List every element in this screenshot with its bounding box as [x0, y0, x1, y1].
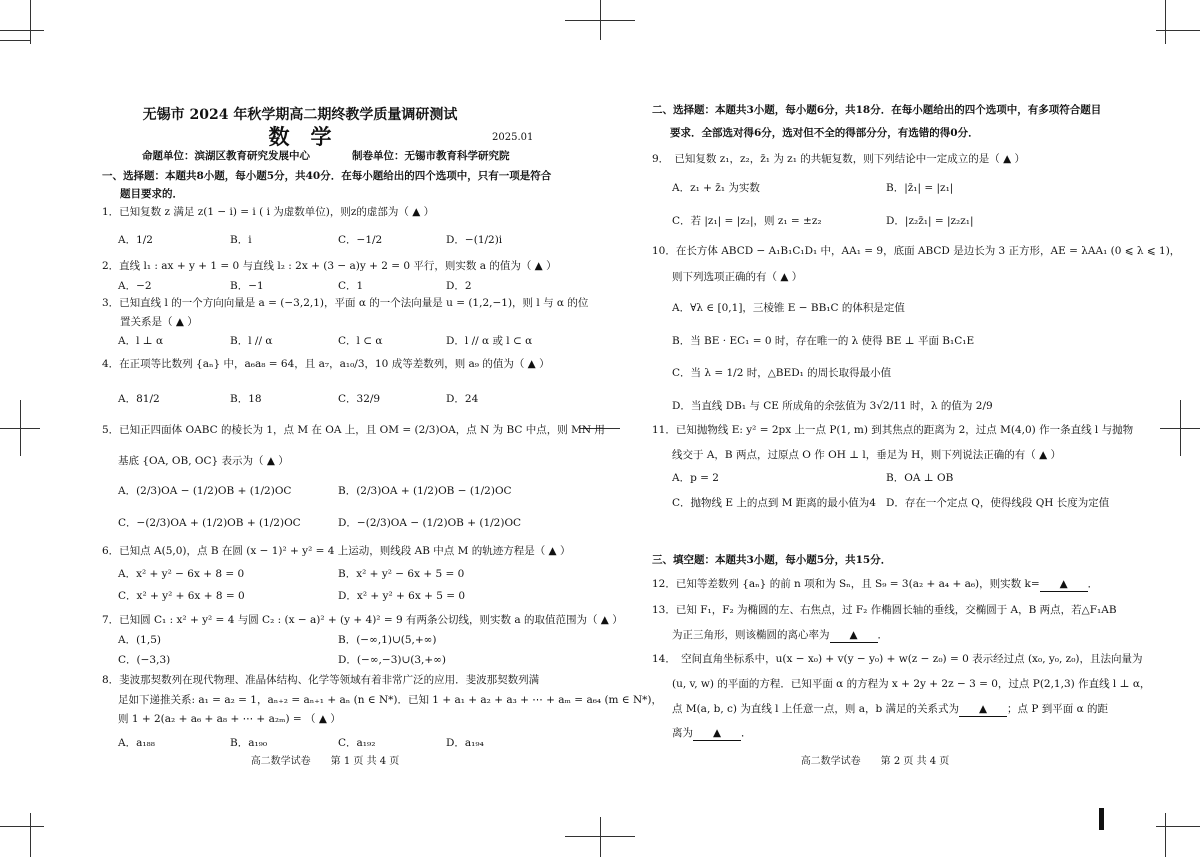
q7-option-d: D．(−∞,−3)∪(3,+∞) [338, 654, 447, 666]
q12-end: ． [1087, 578, 1099, 590]
q1-option-c: C．−1/2 [338, 234, 383, 246]
question-3: 3．已知直线 l 的一个方向向量是 a = (−3,2,1)，平面 α 的一个法向量是 u = (1,2,−1)，则 l 与 α 的位 [102, 297, 589, 309]
q5-option-c: C．−(2/3)OA + (1/2)OB + (1/2)OC [118, 517, 301, 529]
question-1: 1．已知复数 z 满足 z(1 − i) = i ( i 为虚数单位)，则z的虚部为（ ▲ ） [102, 206, 435, 218]
question-8-cont: 足如下递推关系: a₁ = a₂ = 1，aₙ₊₂ = aₙ₊₁ + aₙ (n ∈ N*)．已知 1 + a₁ + a₂ + a₃ + ⋯ + aₘ = a₆₄ (m ∈ N*)， [118, 694, 662, 706]
question-3-cont: 置关系是（ ▲ ） [120, 316, 198, 328]
q4-option-c: C．32/9 [338, 393, 381, 405]
q14-text: 点 M(a, b, c) 为直线 l 上任意一点，则 a，b 满足的关系式为 [672, 703, 960, 715]
q8-option-d: D．a₁₉₄ [446, 737, 484, 749]
question-10: 10．在长方体 ABCD − A₁B₁C₁D₁ 中，AA₁ = 9，底面 ABCD 是边长为 3 正方形，AE = λAA₁ (0 ⩽ λ ⩽ 1)， [652, 245, 1181, 257]
answer-blank: ▲ [959, 703, 1007, 717]
q10-option-a: A．∀λ ∈ [0,1]，三棱锥 E − BB₁C 的体积是定值 [672, 302, 905, 314]
q3-option-c: C．l ⊂ α [338, 335, 383, 347]
q2-option-b: B．−1 [230, 280, 264, 292]
answer-blank: ▲ [830, 629, 878, 643]
q10-option-d: D．当直线 DB₁ 与 CE 所成角的余弦值为 3√2/11 时，λ 的值为 2/9 [672, 400, 993, 412]
question-14-cont: (u, v, w) 的平面的方程．已知平面 α 的方程为 x + 2y + 2z − 3 = 0，过点 P(2,1,3) 作直线 l ⊥ α， [672, 678, 1151, 690]
section1-heading-cont: 题目要求的． [120, 188, 183, 200]
q4-option-d: D．24 [446, 393, 479, 405]
question-13-cont [672, 629, 888, 643]
q6-option-b: B．x² + y² − 6x + 5 = 0 [338, 568, 465, 580]
q4-option-b: B．18 [230, 393, 262, 405]
question-2: 2．直线 l₁ : ax + y + 1 = 0 与直线 l₂ : 2x + (3 − a)y + 2 = 0 平行，则实数 a 的值为（ ▲ ） [102, 260, 557, 272]
q1-option-a: A．1/2 [118, 234, 153, 246]
question-5-cont: 基底 {OA, OB, OC} 表示为（ ▲ ） [118, 455, 289, 467]
exam-units: 命题单位：滨湖区教育研究发展中心 制卷单位：无锡市教育科学研究院 [142, 150, 510, 162]
q5-option-d: D．−(2/3)OA − (1/2)OB + (1/2)OC [338, 517, 522, 529]
q12-text: 12．已知等差数列 {aₙ} 的前 n 项和为 Sₙ，且 S₉ = 3(a₂ + a₄ + a₆)，则实数 k= [652, 578, 1040, 590]
section3-heading: 三、填空题：本题共3小题，每小题5分，共15分． [652, 554, 892, 566]
question-11: 11．已知抛物线 E: y² = 2px 上一点 P(1, m) 到其焦点的距离为 2，过点 M(4,0) 作一条直线 l 与抛物 [652, 424, 1134, 436]
q3-option-d: D．l // α 或 l ⊂ α [446, 335, 533, 347]
question-5: 5．已知正四面体 OABC 的棱长为 1，点 M 在 OA 上，且 OM = (2/3)OA，点 N 为 BC 中点，则 MN 用 [102, 424, 605, 436]
question-8: 8．斐波那契数列在现代物理、准晶体结构、化学等领域有着非常广泛的应用．斐波那契数列满 [102, 674, 540, 686]
q9-option-b: B．|z̄₁| = |z₁| [886, 182, 954, 194]
section2-heading-cont: 要求．全部选对得6分，选对但不全的得部分分，有选错的得0分． [670, 127, 979, 139]
question-7: 7．已知圆 C₁ : x² + y² = 4 与圆 C₂ : (x − a)² + (y + 4)² = 9 有两条公切线，则实数 a 的取值范围为（ ▲ ） [102, 614, 623, 626]
q10-option-b: B．当 BE · EC₁ = 0 时，存在唯一的 λ 使得 BE ⊥ 平面 B₁C₁E [672, 335, 975, 347]
question-6: 6．已知点 A(5,0)，点 B 在圆 (x − 1)² + y² = 4 上运动，则线段 AB 中点 M 的轨迹方程是（ ▲ ） [102, 545, 571, 557]
q13-text: 为正三角形，则该椭圆的离心率为 [672, 629, 830, 641]
q9-option-c: C．若 |z₁| = |z₂|，则 z₁ = ±z₂ [672, 215, 822, 227]
exam-title: 无锡市 2024 年秋学期高二期终教学质量调研测试 [142, 107, 458, 123]
q9-option-a: A．z₁ + z̄₁ 为实数 [672, 182, 760, 194]
q7-option-b: B．(−∞,1)∪(5,+∞) [338, 634, 437, 646]
question-14-cont2 [672, 703, 1108, 717]
q7-option-c: C．(−3,3) [118, 654, 171, 666]
question-9: 9． 已知复数 z₁，z₂，z̄₁ 为 z₁ 的共轭复数，则下列结论中一定成立的是（ ▲ ） [652, 153, 1025, 165]
q11-option-c: C．抛物线 E 上的点到 M 距离的最小值为4 [672, 497, 876, 509]
question-14: 14． 空间直角坐标系中，u(x − x₀) + v(y − y₀) + w(z − z₀) = 0 表示经过点 (x₀, y₀, z₀)，且法向量为 [652, 653, 1143, 665]
page-footer: 高二数学试卷 第 1 页 共 4 页 [250, 756, 400, 767]
question-8-cont2: 则 1 + 2(a₂ + a₆ + a₈ + ⋯ + a₂ₘ) = （ ▲ ） [118, 713, 341, 725]
q6-option-a: A．x² + y² − 6x + 8 = 0 [118, 568, 245, 580]
q13-end: ． [877, 629, 888, 641]
q8-option-c: C．a₁₉₂ [338, 737, 376, 749]
q3-option-a: A．l ⊥ α [118, 335, 164, 347]
q14-end: ． [741, 727, 752, 739]
question-13: 13．已知 F₁，F₂ 为椭圆的左、右焦点，过 F₂ 作椭圆长轴的垂线，交椭圆于 A，B 两点，若△F₁AB [652, 604, 1117, 616]
question-12 [652, 578, 1098, 592]
q5-option-a: A．(2/3)OA − (1/2)OB + (1/2)OC [118, 485, 292, 497]
q6-option-c: C．x² + y² + 6x + 8 = 0 [118, 590, 245, 602]
subject-title: 数 学 [268, 124, 332, 149]
q11-option-b: B．OA ⊥ OB [886, 472, 954, 484]
page-footer: 高二数学试卷 第 2 页 共 4 页 [800, 756, 950, 767]
q5-option-b: B．(2/3)OA + (1/2)OB − (1/2)OC [338, 485, 512, 497]
q8-option-b: B．a₁₉₀ [230, 737, 268, 749]
q2-option-d: D．2 [446, 280, 472, 292]
q9-option-d: D．|z₂z̄₁| = |z₂z₁| [886, 215, 974, 227]
question-10-cont: 则下列选项正确的有（ ▲ ） [672, 271, 803, 283]
q1-option-b: B．i [230, 234, 252, 246]
q11-option-a: A．p = 2 [672, 472, 719, 484]
section2-heading: 二、选择题：本题共3小题，每小题6分，共18分．在每小题给出的四个选项中，有多项符合题目 [652, 104, 1102, 116]
question-11-cont: 线交于 A，B 两点，过原点 O 作 OH ⊥ l，垂足为 H，则下列说法正确的有（ ▲ ） [672, 449, 1062, 461]
question-14-cont3 [672, 727, 752, 741]
q8-option-a: A．a₁₈₈ [118, 737, 155, 749]
answer-blank: ▲ [1040, 578, 1088, 592]
section1-heading: 一、选择题：本题共8小题，每小题5分，共40分．在每小题给出的四个选项中，只有一项是符合 [102, 170, 552, 182]
q3-option-b: B．l // α [230, 335, 273, 347]
q14-text-mid: ；点 P 到平面 α 的距 [1007, 703, 1109, 715]
answer-blank: ▲ [693, 727, 741, 741]
q6-option-d: D．x² + y² + 6x + 5 = 0 [338, 590, 466, 602]
q4-option-a: A．81/2 [118, 393, 160, 405]
question-4: 4．在正项等比数列 {aₙ} 中，a₆a₈ = 64，且 a₇，a₁₀/3，10 成等差数列，则 a₉ 的值为（ ▲ ） [102, 358, 550, 370]
q7-option-a: A．(1,5) [118, 634, 161, 646]
q11-option-d: D．存在一个定点 Q，使得线段 QH 长度为定值 [886, 497, 1110, 509]
exam-date: 2025.01 [492, 132, 534, 143]
q2-option-a: A．−2 [118, 280, 152, 292]
q1-option-d: D．−(1/2)i [446, 234, 503, 246]
q14-text-end: 离为 [672, 727, 693, 739]
exam-page-2 [600, 0, 1200, 857]
q2-option-c: C．1 [338, 280, 364, 292]
q10-option-c: C．当 λ = 1/2 时，△BED₁ 的周长取得最小值 [672, 367, 892, 379]
